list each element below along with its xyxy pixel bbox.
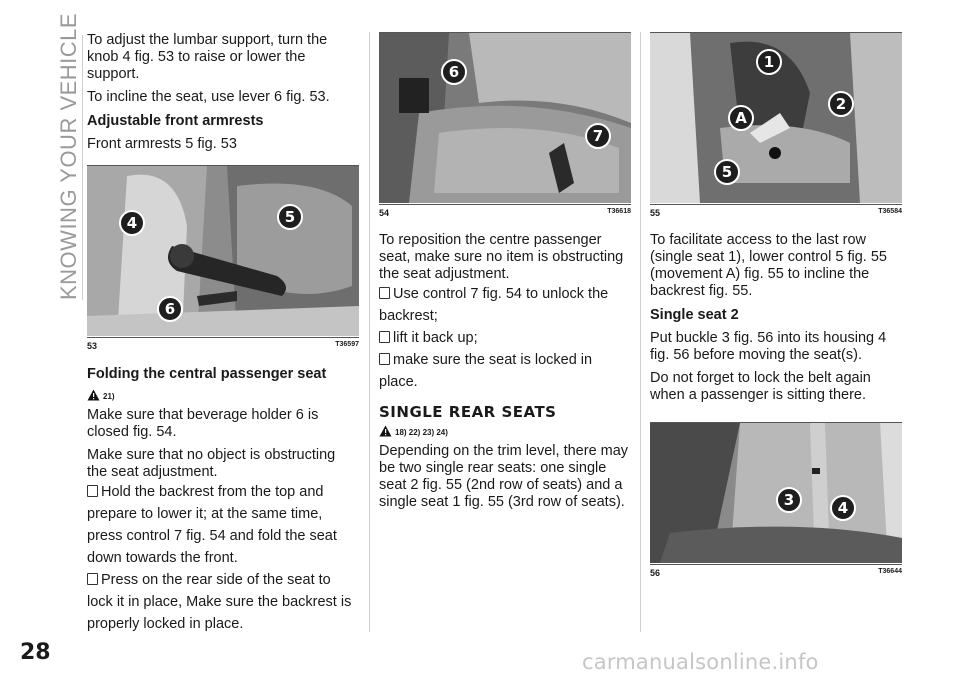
- checkbox-bullet-icon: [379, 287, 390, 299]
- heading-single-rear-seats: SINGLE REAR SEATS: [379, 403, 557, 421]
- figure-code: T36644: [878, 568, 902, 575]
- figure-55: [650, 32, 902, 218]
- callout-5: 5: [277, 204, 303, 230]
- figure-55-image: [650, 32, 902, 203]
- side-rule: [82, 35, 83, 300]
- checkbox-bullet-icon: [87, 573, 98, 585]
- callout-6: 6: [157, 296, 183, 322]
- figure-53-caption: [87, 337, 359, 351]
- column-3: [650, 32, 902, 578]
- checkbox-bullet-icon: [379, 353, 390, 365]
- figure-code: T36584: [878, 208, 902, 215]
- figure-53: [87, 165, 359, 351]
- seat-armrest-illustration: [87, 166, 359, 336]
- callout-A: A: [728, 105, 754, 131]
- checkbox-bullet-icon: [87, 485, 98, 497]
- figure-55-caption: [650, 204, 902, 218]
- warning-reference: [379, 425, 631, 437]
- callout-6: 6: [441, 59, 467, 85]
- section-side-title: KNOWING YOUR VEHICLE: [56, 12, 81, 300]
- paragraph: Depending on the trim level, there may be two single rear seats: one single seat 2 fig. 55 (2nd row of seats) and a single seat 1 fig. 55 (3rd row of seats).: [379, 443, 629, 510]
- column-divider: [369, 32, 370, 632]
- figure-number: 54: [379, 208, 390, 218]
- warning-reference: [87, 389, 359, 401]
- column-divider: [640, 32, 641, 632]
- paragraph: To reposition the centre passenger seat, make sure no item is obstructing the seat adjustment.: [379, 232, 624, 282]
- figure-number: 56: [650, 568, 661, 578]
- page-number: 28: [20, 640, 51, 665]
- bullet-item: make sure the seat is locked in place.: [379, 352, 593, 390]
- paragraph: Do not forget to lock the belt again when a passenger is sitting there.: [650, 370, 871, 403]
- paragraph: Put buckle 3 fig. 56 into its housing 4 fig. 56 before moving the seat(s).: [650, 330, 887, 363]
- column-1: [87, 32, 359, 635]
- bullet-item: Use control 7 fig. 54 to unlock the backrest;: [379, 286, 609, 324]
- paragraph: Make sure that no object is obstructing the seat adjustment.: [87, 447, 336, 480]
- warning-ref-text: 18) 22) 23) 24): [395, 428, 448, 437]
- column-2: [379, 32, 631, 517]
- figure-number: 53: [87, 341, 98, 351]
- figure-56-image: [650, 422, 902, 563]
- callout-4: 4: [830, 495, 856, 521]
- heading-single-seat-2: Single seat 2: [650, 307, 739, 323]
- figure-56-caption: [650, 564, 902, 578]
- warning-icon: [87, 389, 100, 401]
- figure-number: 55: [650, 208, 661, 218]
- bullet-item: Press on the rear side of the seat to lock it in place, Make sure the backrest is properly locked in place.: [87, 572, 352, 632]
- paragraph: To adjust the lumbar support, turn the knob 4 fig. 53 to raise or lower the support.: [87, 32, 328, 82]
- watermark: carmanualsonline.info: [582, 650, 819, 674]
- figure-54: [379, 32, 631, 218]
- checkbox-bullet-icon: [379, 331, 390, 343]
- callout-7: 7: [585, 123, 611, 149]
- paragraph: To facilitate access to the last row (single seat 1), lower control 5 fig. 55 (movement A) fig. 55 to incline the backrest fig. 55.: [650, 232, 887, 299]
- callout-3: 3: [776, 487, 802, 513]
- figure-54-caption: [379, 204, 631, 218]
- heading-armrests: Adjustable front armrests: [87, 113, 264, 129]
- heading-folding-seat: Folding the central passenger seat: [87, 366, 327, 382]
- callout-1: 1: [756, 49, 782, 75]
- warning-ref-text: 21): [103, 392, 115, 401]
- warning-icon: [379, 425, 392, 437]
- figure-53-image: [87, 165, 359, 336]
- bullet-item: lift it back up;: [379, 327, 631, 349]
- figure-code: T36618: [607, 208, 631, 215]
- paragraph: Front armrests 5 fig. 53: [87, 136, 237, 152]
- figure-54-image: [379, 32, 631, 203]
- paragraph: To incline the seat, use lever 6 fig. 53.: [87, 89, 330, 105]
- figure-code: T36597: [335, 341, 359, 348]
- callout-4: 4: [119, 210, 145, 236]
- callout-2: 2: [828, 91, 854, 117]
- callout-5: 5: [714, 159, 740, 185]
- figure-56: [650, 422, 902, 578]
- centre-seat-illustration: [379, 33, 631, 203]
- bullet-item: Hold the backrest from the top and prepare to lower it; at the same time, press control 7 fig. 54 and fold the seat down towards the front.: [87, 484, 337, 566]
- seat-belt-buckle-illustration: [650, 423, 902, 563]
- paragraph: Make sure that beverage holder 6 is closed fig. 54.: [87, 407, 319, 440]
